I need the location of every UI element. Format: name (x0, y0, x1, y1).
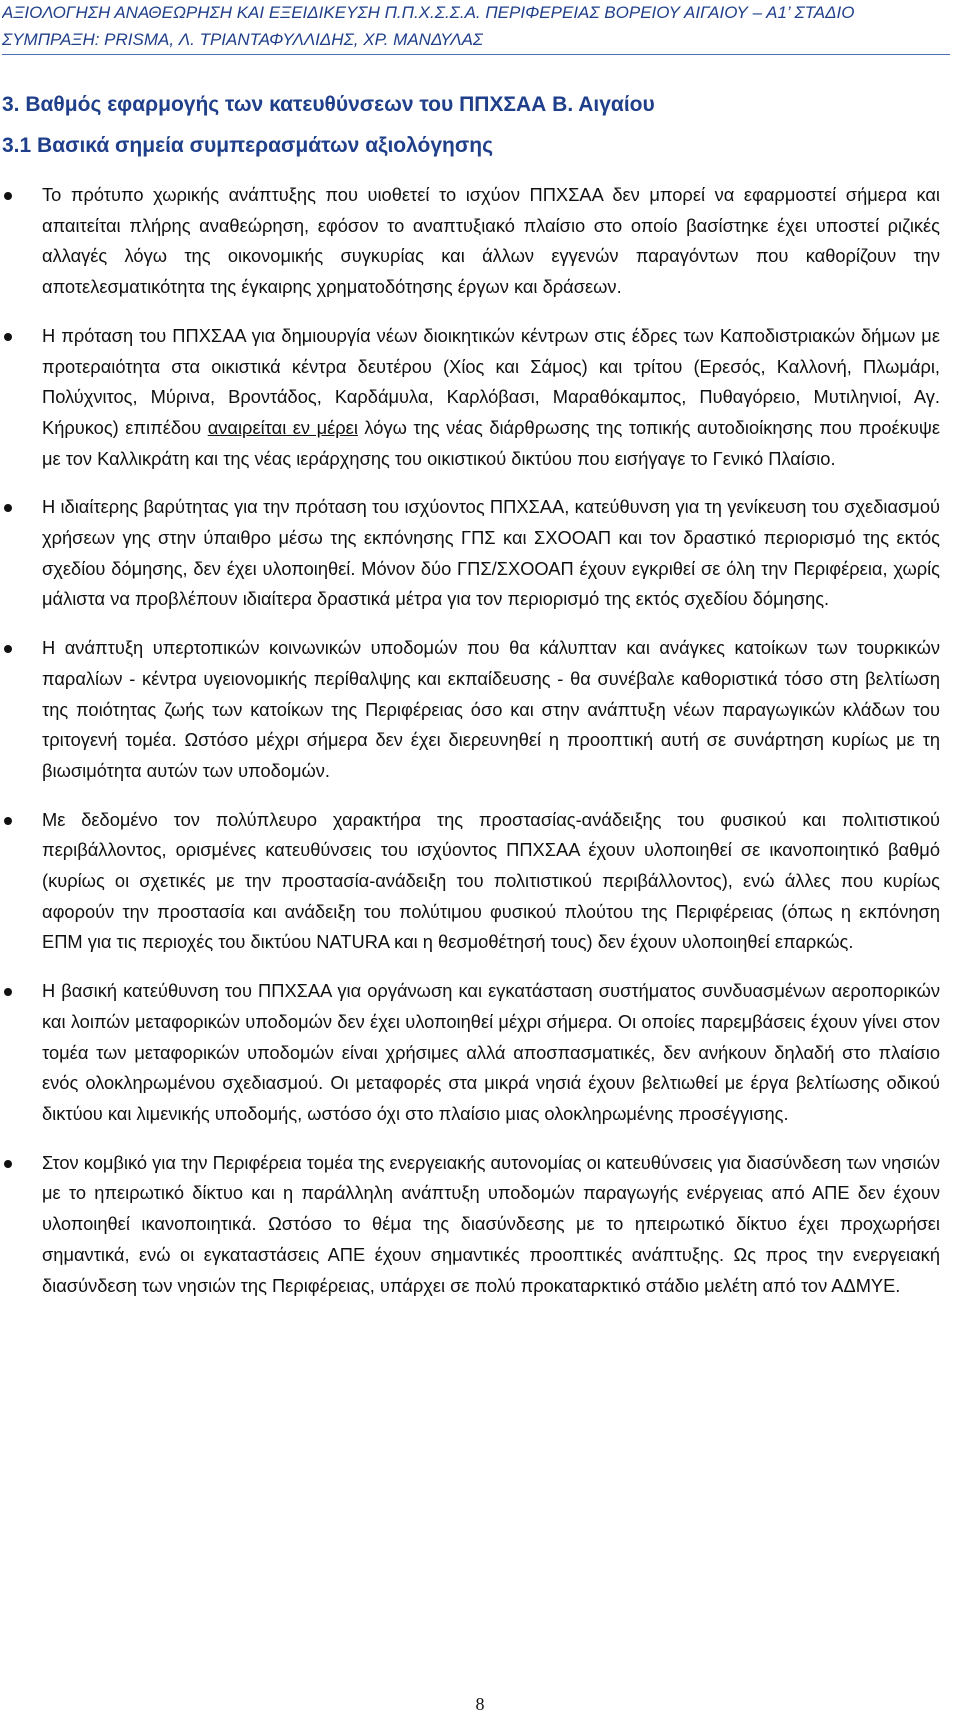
list-item (0, 180, 940, 303)
list-item (0, 805, 940, 959)
list-item (0, 633, 940, 787)
list-item (0, 976, 940, 1130)
list-item-text: Η πρόταση του ΠΠΧΣΑΑ για δημιουργία νέων διοικητικών κέντρων στις έδρες των Καποδιστριακών δήμων με προτεραιότητα στα οικιστικά κέντρα δευτέρου (Χίος και Σάμος) και τρίτου (Ερεσός, Καλλονή, Πλωμάρι, Πολύχνιτος, Μύρινα, Βροντάδος, Καρδάμυλα, Καρλόβασι, Μαραθόκαμπος, Πυθαγόρειο, Μυτιληνιοί, Αγ. Κήρυκος) επιπέδου αναιρείται εν μέρει λόγω της νέας διάρθρωσης της τοπικής αυτοδιοίκησης που προέκυψε με τον Καλλικράτη και της νέας ιεράρχησης του οικιστικού δικτύου που εισήγαγε το Γενικό Πλαίσιο. (42, 324, 941, 469)
bullet-icon (4, 988, 12, 996)
list-item-text: Η βασική κατεύθυνση του ΠΠΧΣΑΑ για οργάνωση και εγκατάσταση συστήματος συνδυασμένων αεροπορικών και λοιπών μεταφορικών υποδομών δεν έχει υλοποιηθεί μέχρι σήμερα. Οι οποίες παρεμβάσεις έχουν γίνει στον τομέα των μεταφορικών υποδομών είναι χρήσιμες αλλά αποσπασματικές, δεν ανήκουν δηλαδή στο πλαίσιο ενός ολοκληρωμένου σχεδιασμού. Οι μεταφορές στα μικρά νησιά έχουν βελτιωθεί με έργα βελτίωσης οδικού δικτύου και λιμενικής υποδομής, ωστόσο όχι στο πλαίσιο μιας ολοκληρωμένης προσέγγισης. (42, 980, 940, 1124)
list-item-text: Το πρότυπο χωρικής ανάπτυξης που υιοθετεί το ισχύον ΠΠΧΣΑΑ δεν μπορεί να εφαρμοστεί σήμερα και απαιτείται πλήρης αναθεώρηση, εφόσον το αναπτυξιακό πλαίσιο στο οποίο βασίστηκε έχει υποστεί ριζικές αλλαγές λόγω της οικονομικής συγκυρίας και άλλων εγγενών παραγόντων που καθορίζουν την αποτελεσματικότητα της έγκαιρης χρηματοδότησης έργων και δράσεων. (42, 184, 940, 298)
list-item (0, 321, 940, 475)
list-item-text: Με δεδομένο τον πολύπλευρο χαρακτήρα της προστασίας-ανάδειξης του φυσικού και πολιτιστικού περιβάλλοντος, ορισμένες κατευθύνσεις του ισχύοντος ΠΠΧΣΑΑ έχουν υλοποιηθεί σε ικανοποιητικό βαθμό (κυρίως οι σχετικές με την προστασία-ανάδειξη του πολιτιστικού περιβάλλοντος), ενώ άλλες που κυρίως αφορούν την προστασία και ανάδειξη του πολύτιμου φυσικού πλούτου της Περιφέρειας (όπως η εκπόνηση ΕΠΜ για τις περιοχές του δικτύου NATURA και η θεσμοθέτησή τους) δεν έχουν υλοποιηθεί επαρκώς. (42, 808, 940, 953)
list-item-text: Η ανάπτυξη υπερτοπικών κοινωνικών υποδομών που θα κάλυπταν και ανάγκες κατοίκων των τουρκικών παραλίων - κέντρα υγειονομικής περίθαλψης και εκπαίδευσης - θα συνέβαλε καθοριστικά τόσο στη βελτίωση της ποιότητας ζωής των κατοίκων της Περιφέρειας όσο και στην ανάπτυξη νέων παραγωγικών κλάδων του τριτογενή τομέα. Ωστόσο μέχρι σήμερα δεν έχει διερευνηθεί η προοπτική αυτή σε συνάρτηση κυρίως με τη βιωσιμότητα αυτών των υποδομών. (42, 637, 940, 781)
bullet-icon (4, 333, 12, 341)
running-header-title: ΑΞΙΟΛΟΓΗΣΗ ΑΝΑΘΕΩΡΗΣΗ ΚΑΙ ΕΞΕΙΔΙΚΕΥΣΗ Π.Π.Χ.Σ.Σ.Α. ΠΕΡΙΦΕΡΕΙΑΣ ΒΟΡΕΙΟΥ ΑΙΓΑΙΟΥ – Α1’ ΣΤΑΔΙΟ (2, 3, 855, 22)
list-item (0, 1148, 940, 1302)
conclusions-list (0, 180, 940, 1319)
page-number: 8 (475, 1694, 485, 1714)
bullet-icon (4, 645, 12, 653)
bullet-icon (4, 1160, 12, 1168)
subsection-heading: 3.1 Βασικά σημεία συμπερασμάτων αξιολόγησης (2, 134, 493, 157)
list-item-text: Η ιδιαίτερης βαρύτητας για την πρόταση του ισχύοντος ΠΠΧΣΑΑ, κατεύθυνση για τη γενίκευση του σχεδιασμού χρήσεων γης στην ύπαιθρο μέσω της εκπόνησης ΓΠΣ και ΣΧΟΟΑΠ και τον δραστικό περιορισμό της εκτός σχεδίου δόμησης, δεν έχει υλοποιηθεί. Μόνον δύο ΓΠΣ/ΣΧΟΟΑΠ έχουν εγκριθεί σε όλη την Περιφέρεια, χωρίς μάλιστα να προβλέπουν ιδιαίτερα δραστικά μέτρα για τον περιορισμό της εκτός σχεδίου δόμησης. (42, 496, 940, 610)
list-item (0, 492, 940, 615)
header-divider (2, 54, 950, 55)
running-header-authors: ΣΥΜΠΡΑΞΗ: PRISMA, Λ. ΤΡΙΑΝΤΑΦΥΛΛΙΔΗΣ, ΧΡ. ΜΑΝΔΥΛΑΣ (2, 30, 484, 49)
list-item-text: Στον κομβικό για την Περιφέρεια τομέα της ενεργειακής αυτονομίας οι κατευθύνσεις για διασύνδεση των νησιών με το ηπειρωτικό δίκτυο και η παράλληλη ανάπτυξη υποδομών παραγωγής ενέργειας από ΑΠΕ δεν έχουν υλοποιηθεί ικανοποιητικά. Ωστόσο το θέμα της διασύνδεσης με το ηπειρωτικό δίκτυο έχει προχωρήσει σημαντικά, ενώ οι εγκαταστάσεις ΑΠΕ έχουν σημαντικές προοπτικές ανάπτυξης. Ως προς την ενεργειακή διασύνδεση των νησιών της Περιφέρειας, υπάρχει σε πολύ προκαταρκτικό στάδιο μελέτη από τον ΑΔΜΥΕ. (42, 1151, 940, 1296)
bullet-icon (4, 817, 12, 825)
bullet-icon (4, 504, 12, 512)
bullet-icon (4, 192, 12, 200)
underlined-phrase: αναιρείται εν μέρει (207, 416, 358, 438)
section-heading: 3. Βαθμός εφαρμογής των κατευθύνσεων του ΠΠΧΣΑΑ Β. Αιγαίου (2, 93, 655, 116)
